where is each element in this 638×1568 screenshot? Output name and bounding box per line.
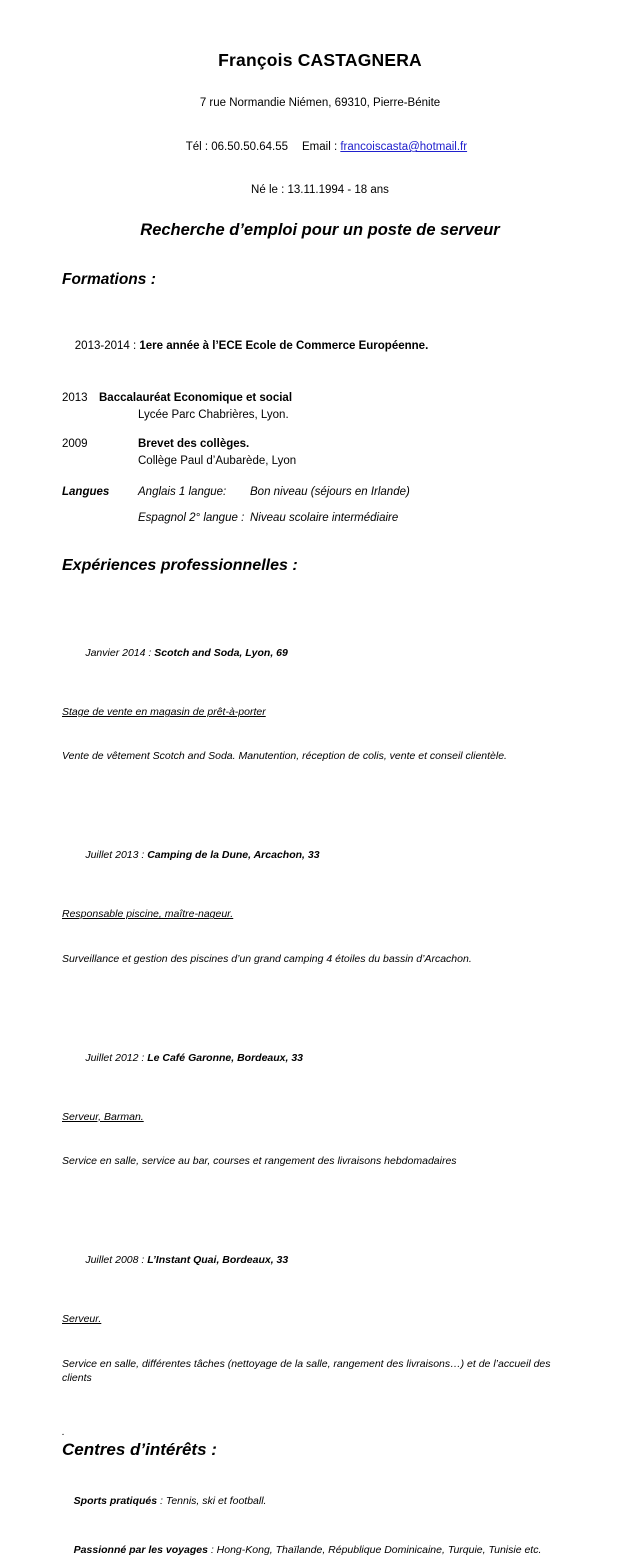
jobs-list xyxy=(62,602,578,1438)
email-label: Email : xyxy=(302,141,341,153)
job-place: Scotch and Soda, Lyon, 69 xyxy=(154,646,288,659)
language-name: Espagnol 2° langue : xyxy=(138,511,245,524)
interest-separator: : xyxy=(207,1543,217,1556)
job-role: Responsable piscine, maître-nageur. xyxy=(62,908,234,921)
candidate-address: 7 rue Normandie Niémen, 69310, Pierre-Bénite xyxy=(199,97,441,109)
job-entry xyxy=(62,1006,578,1198)
interest-line xyxy=(62,1532,578,1568)
job-description: Service en salle, service au bar, courses et rangement des livraisons hebdomadaires xyxy=(62,1155,457,1168)
education-title: 1ere année à l’ECE Ecole de Commerce Européenne. xyxy=(139,339,429,352)
section-heading-interests: Centres d’intérêts : xyxy=(62,1439,217,1459)
education-entry xyxy=(62,320,578,373)
language-level: Bon niveau (séjours en Irlande) xyxy=(250,485,410,498)
birth-date: Né le : 13.11.1994 - 18 ans xyxy=(251,184,389,196)
candidate-name: François CASTAGNERA xyxy=(218,50,422,70)
job-place: Le Café Garonne, Bordeaux, 33 xyxy=(147,1051,304,1064)
languages-row xyxy=(138,512,578,524)
interest-line xyxy=(62,1483,578,1519)
job-description: Service en salle, différentes tâches (nettoyage de la salle, rangement des livraisons…) et de l’accueil des clients xyxy=(62,1357,554,1385)
education-detail: Lycée Parc Chabrières, Lyon. xyxy=(138,409,289,421)
languages-row xyxy=(62,486,578,498)
education-title: Baccalauréat Economique et social xyxy=(99,391,293,404)
interest-text: Hong-Kong, Thaïlande, République Dominicaine, Turquie, Tunisie etc. xyxy=(216,1543,542,1556)
job-place: Camping de la Dune, Arcachon, 33 xyxy=(147,849,320,862)
section-heading-formations: Formations : xyxy=(62,271,156,288)
education-entry xyxy=(62,390,578,425)
education-entry xyxy=(62,436,578,471)
education-date: 2013-2014 : xyxy=(74,339,140,352)
job-role: Stage de vente en magasin de prêt-à-porter xyxy=(62,706,266,719)
education-title: Brevet des collèges. xyxy=(138,437,250,450)
job-entry xyxy=(62,804,578,996)
email-link[interactable]: francoiscasta@hotmail.fr xyxy=(340,141,468,153)
language-name: Anglais 1 langue: xyxy=(138,485,227,498)
trailing-period: . xyxy=(62,1425,65,1438)
job-date: Janvier 2014 : xyxy=(85,646,155,659)
job-entry xyxy=(62,1209,578,1416)
interest-separator: : xyxy=(157,1494,166,1507)
education-date: 2009 xyxy=(62,437,88,450)
job-description: Surveillance et gestion des piscines d’un grand camping 4 étoiles du bassin d’Arcachon. xyxy=(62,952,472,965)
languages-label: Langues xyxy=(62,485,110,498)
job-date: Juillet 2012 : xyxy=(85,1051,148,1064)
language-level: Niveau scolaire intermédiaire xyxy=(250,511,399,524)
phone-number: Tél : 06.50.50.64.55 xyxy=(185,141,288,153)
job-role: Serveur, Barman. xyxy=(62,1110,144,1123)
education-date: 2013 xyxy=(62,391,88,404)
interest-label: Passionné par les voyages xyxy=(73,1543,208,1556)
job-date: Juillet 2013 : xyxy=(85,849,148,862)
section-heading-experiences: Expériences professionnelles : xyxy=(62,556,298,574)
interest-label: Sports pratiqués xyxy=(73,1494,158,1507)
education-detail: Collège Paul d’Aubarède, Lyon xyxy=(138,455,297,467)
objective-title: Recherche d’emploi pour un poste de serveur xyxy=(140,221,500,239)
job-role: Serveur. xyxy=(62,1313,102,1326)
job-place: L’Instant Quai, Bordeaux, 33 xyxy=(147,1253,289,1266)
job-description: Vente de vêtement Scotch and Soda. Manutention, réception de colis, vente et conseil clientèle. xyxy=(62,750,507,763)
job-entry xyxy=(62,602,578,794)
contact-line xyxy=(62,129,578,165)
interest-text: Tennis, ski et football. xyxy=(165,1494,267,1507)
job-date: Juillet 2008 : xyxy=(85,1253,148,1266)
